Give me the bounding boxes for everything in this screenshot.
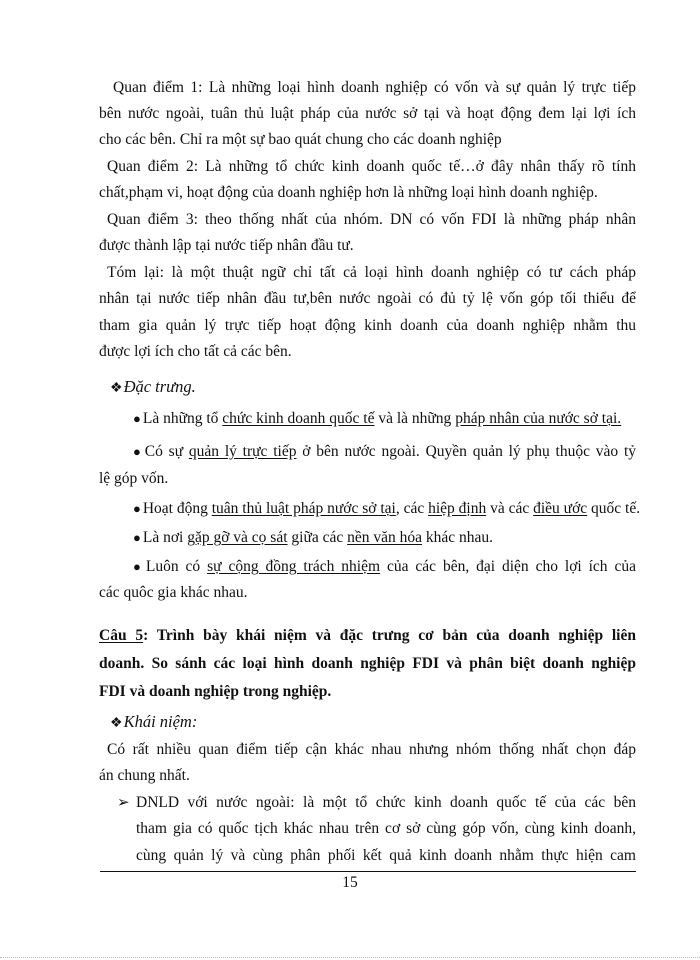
underlined-term: chức kinh doanh quốc tế — [222, 410, 375, 427]
page-edge-divider — [0, 957, 700, 958]
list-item — [133, 557, 636, 577]
underlined-term: nền văn hóa — [347, 529, 423, 546]
paragraph-line: bên nước ngoài, tuân thủ luật pháp của nước sở tại và hoạt động đem lại lợi ích — [99, 105, 636, 122]
underlined-term: gặp gỡ và cọ sát — [187, 529, 288, 546]
bullet-dot-icon: ● — [133, 444, 143, 459]
paragraph-line: chất,phạm vi, hoạt động của doanh nghiệp hơn là những loại hình doanh nghiệp. — [99, 184, 598, 201]
list-item — [133, 528, 493, 548]
paragraph-line: Quan điểm 3: theo thống nhất của nhóm. DN có vốn FDI là những pháp nhân — [107, 211, 636, 228]
definition-line: cùng quản lý và cùng phân phối kết quả kinh doanh nhằm thực hiện cam — [136, 847, 636, 864]
text-run: quốc tế. — [587, 500, 641, 517]
underlined-term: điều ước — [533, 500, 588, 517]
text-run: và các — [486, 500, 534, 517]
question-label: Câu 5 — [99, 627, 144, 644]
paragraph-line: được thành lập tại nước tiếp nhân đầu tư. — [99, 237, 354, 254]
diamond-bullet-icon: ❖ — [110, 716, 123, 731]
text-run: Hoạt động — [142, 500, 212, 517]
paragraph-line: Quan điểm 1: Là những loại hình doanh nghiệp có vốn và sự quản lý trực tiếp — [113, 79, 636, 96]
underlined-term: sự cộng đồng trách nhiệm — [207, 558, 381, 575]
list-item — [133, 499, 640, 519]
underlined-term: quản lý trực tiếp — [188, 443, 297, 460]
paragraph-line: cho các bên. Chỉ ra một sự bao quát chung cho các doanh nghiệp — [99, 131, 502, 148]
section-heading-khai-niem — [110, 712, 197, 734]
text-run: Là nơi — [142, 529, 188, 546]
bullet-dot-icon: ● — [133, 559, 144, 574]
underlined-term: hiệp định — [428, 500, 487, 517]
text-run: khác nhau. — [422, 529, 494, 546]
paragraph-line: án chung nhất. — [99, 767, 190, 784]
text-run: Là những tổ — [142, 410, 223, 427]
definition-line: tham gia có quốc tịch khác nhau trên cơ sở cùng góp vốn, cùng kinh doanh, — [136, 820, 636, 837]
heading-text: Đặc trưng. — [123, 377, 196, 396]
bullet-dot-icon: ● — [133, 501, 141, 516]
question-heading — [99, 626, 636, 646]
heading-text: Khái niệm: — [123, 712, 198, 731]
paragraph-line: tham gia quản lý trực tiếp hoạt động kinh doanh của doanh nghiệp nhằm thu — [99, 317, 636, 334]
list-item — [133, 442, 636, 462]
text-run: , các — [395, 500, 429, 517]
paragraph-line: Có rất nhiều quan điểm tiếp cận khác nhau nhưng nhóm thống nhất chọn đáp — [107, 741, 636, 758]
section-heading-dac-trung — [110, 377, 196, 399]
paragraph-line: Quan điểm 2: Là những tổ chức kinh doanh quốc tế…ở đây nhân thấy rõ tính — [107, 158, 636, 175]
page-number: 15 — [342, 874, 358, 891]
text-run: Có sự — [144, 443, 189, 460]
text-run: của các bên, đại diện cho lợi ích của — [380, 558, 636, 575]
paragraph-line: Tóm lại: là một thuật ngữ chỉ tất cả loại hình doanh nghiệp có tư cách pháp — [107, 264, 636, 281]
question-heading-line: FDI và doanh nghiệp trong nghiệp. — [99, 683, 332, 700]
arrow-bullet-icon: ➢ — [117, 795, 130, 811]
underlined-term: pháp nhân của nước sở tại. — [455, 410, 622, 427]
text-run: : Trình bày khái niệm và đặc trưng cơ bản của doanh nghiệp liên — [143, 627, 636, 644]
footer-rule — [100, 871, 636, 872]
bullet-dot-icon: ● — [133, 411, 141, 426]
text-run: giữa các — [287, 529, 348, 546]
underlined-term: tuân thủ luật pháp nước sở tại — [211, 500, 396, 517]
list-item-continuation: các quôc gia khác nhau. — [99, 584, 248, 601]
paragraph-line: nhân tại nước tiếp nhân đầu tư,bên nước ngoài có đủ tỷ lệ vốn góp tối thiểu để — [99, 290, 636, 307]
diamond-bullet-icon: ❖ — [110, 381, 123, 396]
definition-line: DNLD với nước ngoài: là một tổ chức kinh doanh quốc tế của các bên — [136, 794, 636, 811]
bullet-dot-icon: ● — [133, 530, 141, 545]
list-item-continuation: lệ góp vốn. — [99, 470, 169, 487]
text-run: ở bên nước ngoài. Quyền quản lý phụ thuộc vào tỷ — [296, 443, 636, 460]
list-item — [133, 409, 621, 429]
question-heading-line: doanh. So sánh các loại hình doanh nghiệp FDI và phân biệt doanh nghiệp — [99, 655, 636, 672]
paragraph-line: được lợi ích cho tất cả các bên. — [99, 343, 292, 360]
text-run: Luôn có — [145, 558, 208, 575]
text-run: và là những — [374, 410, 456, 427]
